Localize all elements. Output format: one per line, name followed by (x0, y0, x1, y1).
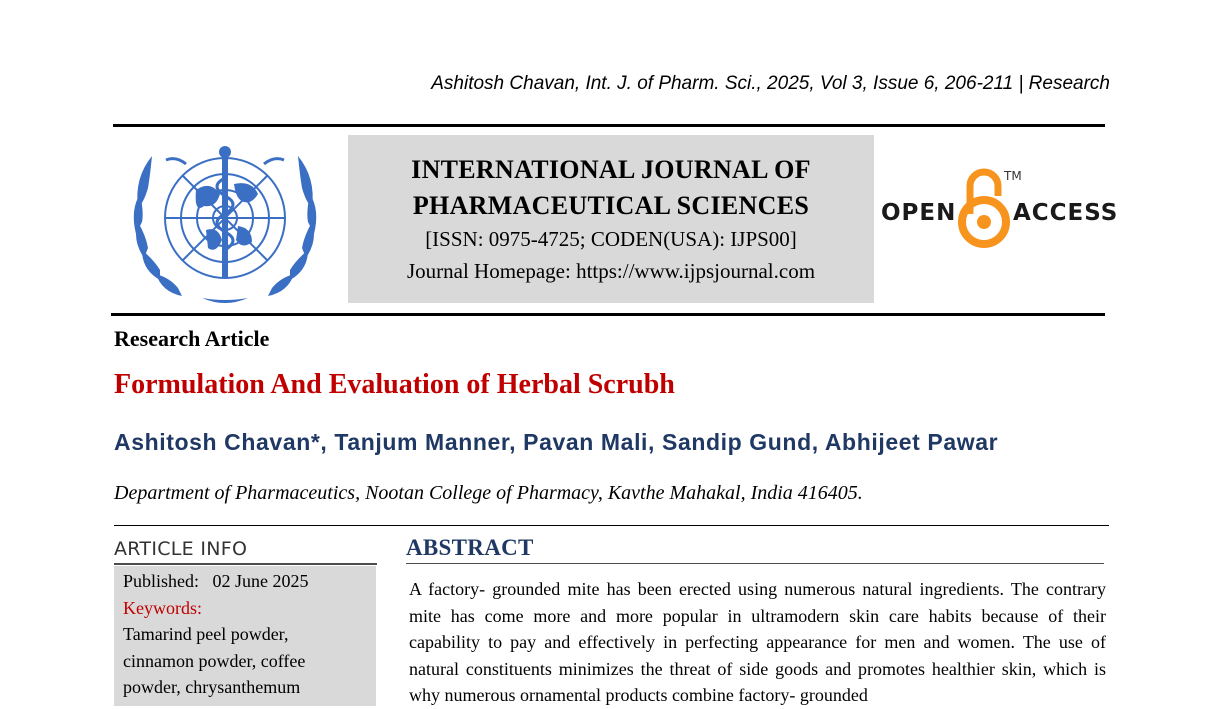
author-affiliation: Department of Pharmaceutics, Nootan College of Pharmacy, Kavthe Mahakal, India 416405. (114, 482, 863, 504)
un-emblem-icon (126, 138, 324, 306)
article-info-heading: ARTICLE INFO (114, 538, 248, 560)
abstract-text: A factory- grounded mite has been erected using numerous natural ingredients. The contrary mite has come more and more popular in ultramodern skin care habits because of their capability to pay and effectively in perfecting appearance for men and women. The use of natural constituents minimizes the threat of side goods and promotes healthier skin, which is why numerous ornamental products combine factory- grounded (409, 579, 1106, 706)
abstract-rule (406, 563, 1104, 564)
published-label: Published: (123, 571, 200, 591)
journal-name-line2: PHARMACEUTICAL SCIENCES (412, 191, 810, 220)
journal-issn: [ISSN: 0975-4725; CODEN(USA): IJPS00] (425, 227, 797, 251)
published-date: 02 June 2025 (212, 571, 309, 591)
journal-name-line1: INTERNATIONAL JOURNAL OF (411, 155, 811, 184)
abstract-heading: ABSTRACT (406, 535, 534, 560)
keywords-text: Tamarind peel powder, cinnamon powder, coffee powder, chrysanthemum (123, 624, 306, 697)
article-info-rule (114, 563, 377, 565)
running-header: Ashitosh Chavan, Int. J. of Pharm. Sci., 2025, Vol 3, Issue 6, 206-211 | Research (431, 73, 1110, 94)
header-bottom-rule (111, 313, 1105, 316)
published-line (123, 568, 376, 595)
article-type: Research Article (114, 326, 270, 351)
open-access-logo (880, 166, 1119, 252)
open-access-open-text: OPEN (881, 200, 957, 226)
author-list: Ashitosh Chavan*, Tanjum Manner, Pavan Mali, Sandip Gund, Abhijeet Pawar (114, 429, 999, 455)
journal-masthead (348, 135, 874, 303)
article-title: Formulation And Evaluation of Herbal Scrubh (114, 369, 675, 400)
header-top-rule (113, 124, 1105, 127)
section-divider (114, 525, 1109, 526)
keywords-label: Keywords: (123, 597, 202, 618)
trademark-symbol: TM (1004, 169, 1022, 183)
open-access-access-text: ACCESS (1013, 200, 1119, 226)
journal-homepage: Journal Homepage: https://www.ijpsjournal.com (406, 259, 816, 283)
article-info-box (114, 566, 376, 706)
